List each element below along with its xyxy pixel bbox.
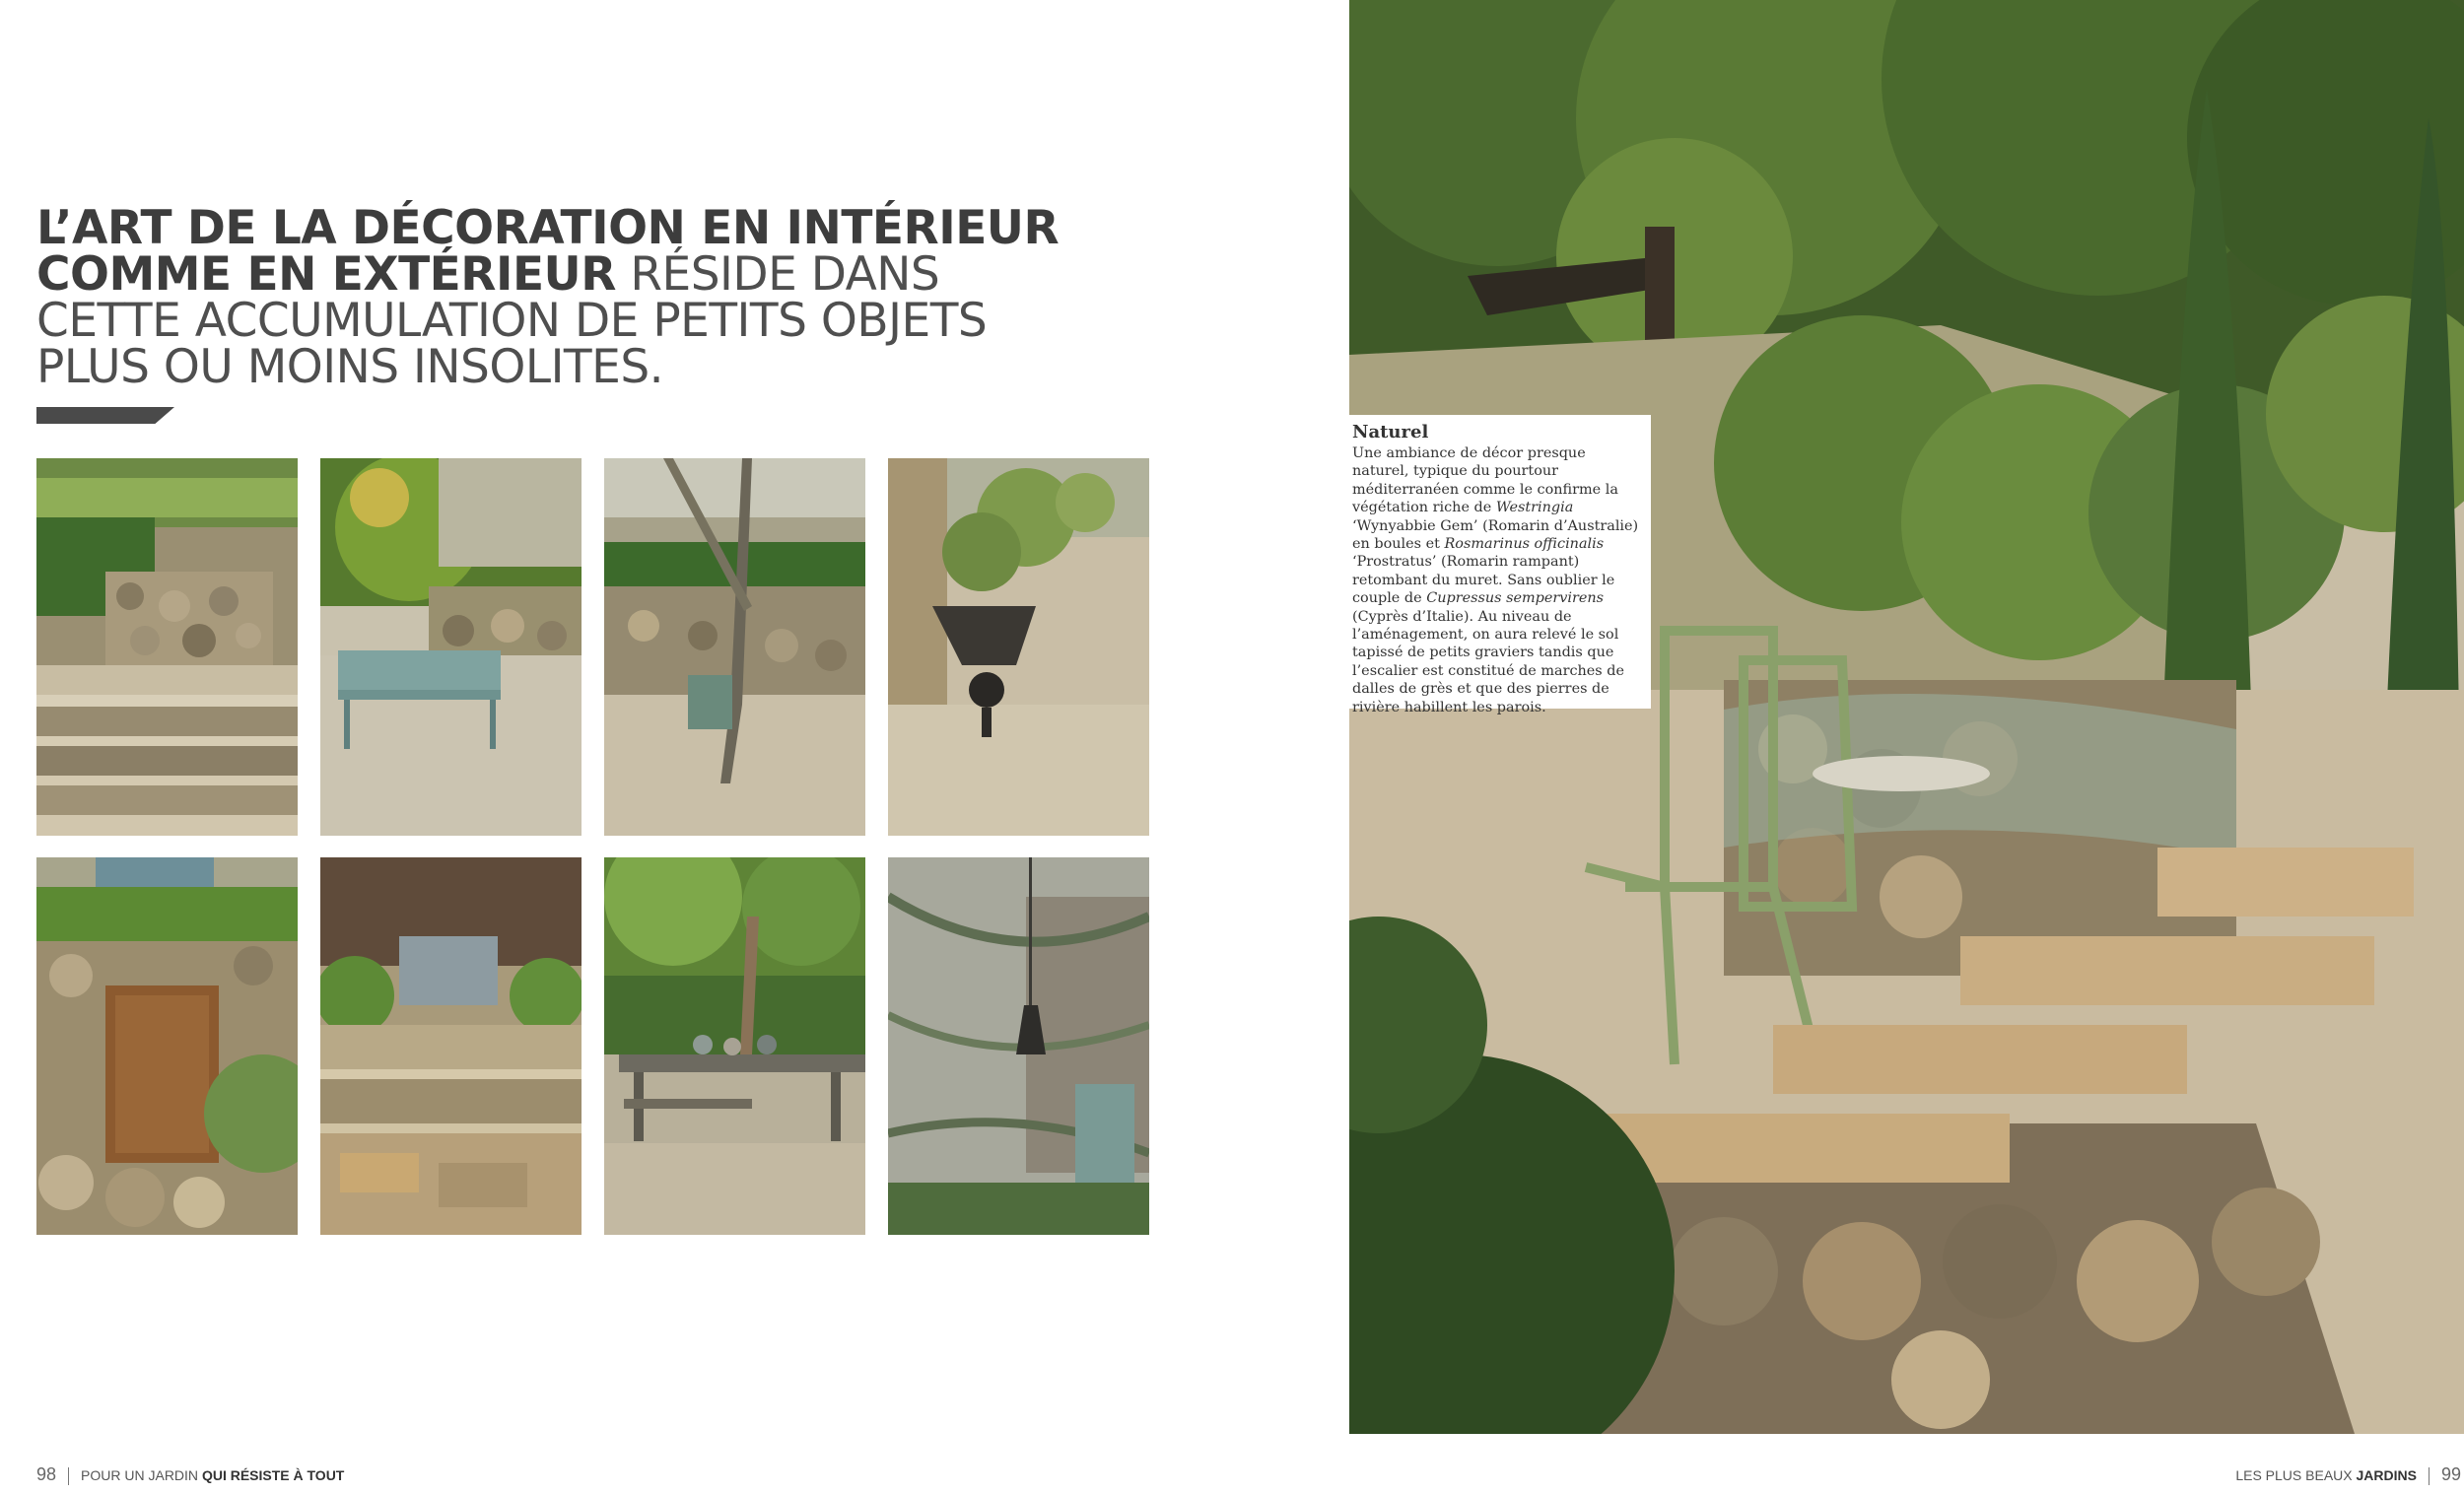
left-folio	[36, 1464, 344, 1485]
caption-title: Naturel	[1352, 422, 1429, 442]
photo-wheelbarrow	[888, 458, 1149, 836]
caption-box	[1349, 415, 1651, 715]
caption-text-part: ‘Wynyabbie Gem’ (Romarin d’Australie) en boules et	[1352, 517, 1639, 553]
headline-regular: RÉSIDE DANS CETTE ACCUMULATION DE PETITS OBJETS PLUS OU MOINS INSOLITES.	[36, 247, 988, 394]
photo-olive-branches-lantern	[888, 857, 1149, 1235]
photo-dining-table-under-tree	[604, 857, 865, 1235]
left-page-number: 98	[36, 1464, 57, 1484]
right-magazine-regular: LES PLUS BEAUX	[2235, 1467, 2357, 1483]
right-page-number: 99	[2440, 1464, 2461, 1484]
left-section-bold: QUI RÉSISTE À TOUT	[201, 1467, 345, 1483]
page-headline	[36, 201, 1081, 394]
right-folio	[2235, 1464, 2461, 1485]
photo-garden-bench	[320, 458, 582, 836]
caption-latin-name: Cupressus sempervirens	[1426, 590, 1605, 607]
headline-rule	[36, 407, 174, 424]
left-section-regular: POUR UN JARDIN	[81, 1467, 202, 1483]
caption-latin-name: Westringia	[1495, 500, 1574, 516]
folio-divider	[68, 1467, 69, 1485]
photo-stone-wall-wooden-door	[36, 857, 298, 1235]
photo-tree-and-bench	[604, 458, 865, 836]
right-magazine-bold: JARDINS	[2356, 1467, 2417, 1483]
folio-divider	[2429, 1467, 2430, 1485]
headline-bold: L’ART DE LA DÉCORATION EN INTÉRIEUR COMME EN EXTÉRIEUR	[36, 201, 1060, 302]
caption-text-part: Une ambiance de décor presque naturel, typique du pourtour méditerranéen comme le confirme la végétation riche de	[1352, 445, 1618, 516]
photo-stone-wall-steps	[36, 458, 298, 836]
caption-text-part: (Cyprès d’Italie). Au niveau de l’aménagement, on aura relevé le sol tapissé de petits graviers tandis que l’escalier est constitué de marches de dalles de grès et que des pierres de rivière habillent les parois.	[1352, 608, 1624, 715]
photo-stone-steps-to-house	[320, 857, 582, 1235]
caption-text-part: ‘Prostratus’ (Romarin rampant) retombant du muret. Sans oublier le couple de	[1352, 554, 1615, 607]
photo-garden-steps-chairs	[1349, 0, 2464, 1434]
caption-text	[1352, 444, 1641, 716]
caption-latin-name: Rosmarinus officinalis	[1444, 536, 1605, 553]
